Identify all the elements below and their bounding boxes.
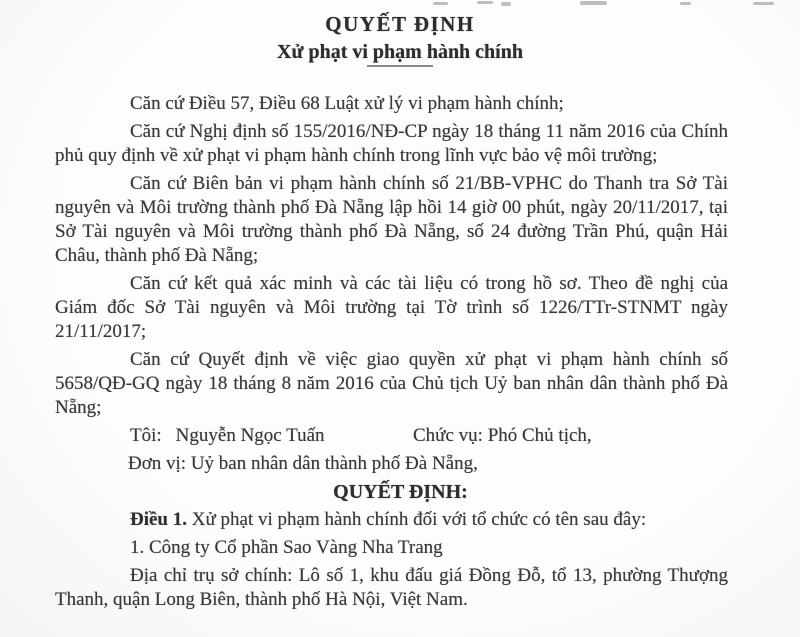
preamble-paragraph-4: Căn cứ kết quả xác minh và các tài liệu có trong hồ sơ. Theo đề nghị của Giám đốc Sở Tài nguyên và Môi trường tại Tờ trình số 1226/TTr-STNMT ngày 21/11/2017; <box>55 273 728 342</box>
issuer-position <box>413 424 592 448</box>
title-underline <box>367 65 433 67</box>
scan-artifact <box>501 2 511 6</box>
document-body <box>55 92 728 612</box>
preamble-paragraph-1: Căn cứ Điều 57, Điều 68 Luật xử lý vi phạm hành chính; <box>130 93 564 114</box>
issuer-unit-value: Uỷ ban nhân dân thành phố Đà Nẵng, <box>190 453 478 474</box>
scan-artifact <box>477 1 493 4</box>
preamble-paragraph-3: Căn cứ Biên bản vi phạm hành chính số 21/BB-VPHC do Thanh tra Sở Tài nguyên và Môi trường thành phố Đà Nẵng lập hồi 14 giờ 00 phút, ngày 20/11/2017, tại Sở Tài nguyên và Môi trường thành phố Đà Nẵng, số 24 đường Trần Phú, quận Hải Châu, thành phố Đà Nẵng; <box>55 173 728 266</box>
scan-artifact <box>580 1 607 5</box>
article-1-text: Xử phạt vi phạm hành chính đối với tổ chức có tên sau đây: <box>191 509 647 530</box>
article-1-label: Điều 1. <box>130 509 187 530</box>
decision-heading: QUYẾT ĐỊNH: <box>333 481 468 503</box>
scan-artifact <box>680 2 691 5</box>
scan-artifact <box>753 2 774 5</box>
address-paragraph: Địa chỉ trụ sở chính: Lô số 1, khu đấu giá Đồng Đỗ, tổ 13, phường Thượng Thanh, quận Long Biên, thành phố Hà Nội, Việt Nam. <box>55 565 728 610</box>
issuer-name: Nguyễn Ngọc Tuấn <box>175 425 325 446</box>
scan-artifact <box>433 2 448 5</box>
issuer-line <box>55 424 728 448</box>
issuer-unit-label: Đơn vị: <box>128 453 187 474</box>
document-subtitle: Xử phạt vi phạm hành chính <box>277 41 523 63</box>
document-title: QUYẾT ĐỊNH <box>325 12 475 36</box>
company-line: 1. Công ty Cổ phần Sao Vàng Nha Trang <box>130 537 443 558</box>
issuer-self-label: Tôi: <box>130 425 162 446</box>
article-1-line <box>55 508 728 532</box>
issuer-unit-line <box>55 452 728 476</box>
issuer-position-value: Phó Chủ tịch, <box>487 425 592 446</box>
issuer-position-label: Chức vụ: <box>413 425 483 446</box>
preamble-paragraph-2: Căn cứ Nghị định số 155/2016/NĐ-CP ngày 18 tháng 11 năm 2016 của Chính phủ quy định về xử phạt vi phạm hành chính trong lĩnh vực bảo vệ môi trường; <box>55 121 728 166</box>
preamble-paragraph-5: Căn cứ Quyết định về việc giao quyền xử phạt vi phạm hành chính số 5658/QĐ-GQ ngày 18 tháng 8 năm 2016 của Chủ tịch Uỷ ban nhân dân thành phố Đà Nẵng; <box>55 349 728 418</box>
